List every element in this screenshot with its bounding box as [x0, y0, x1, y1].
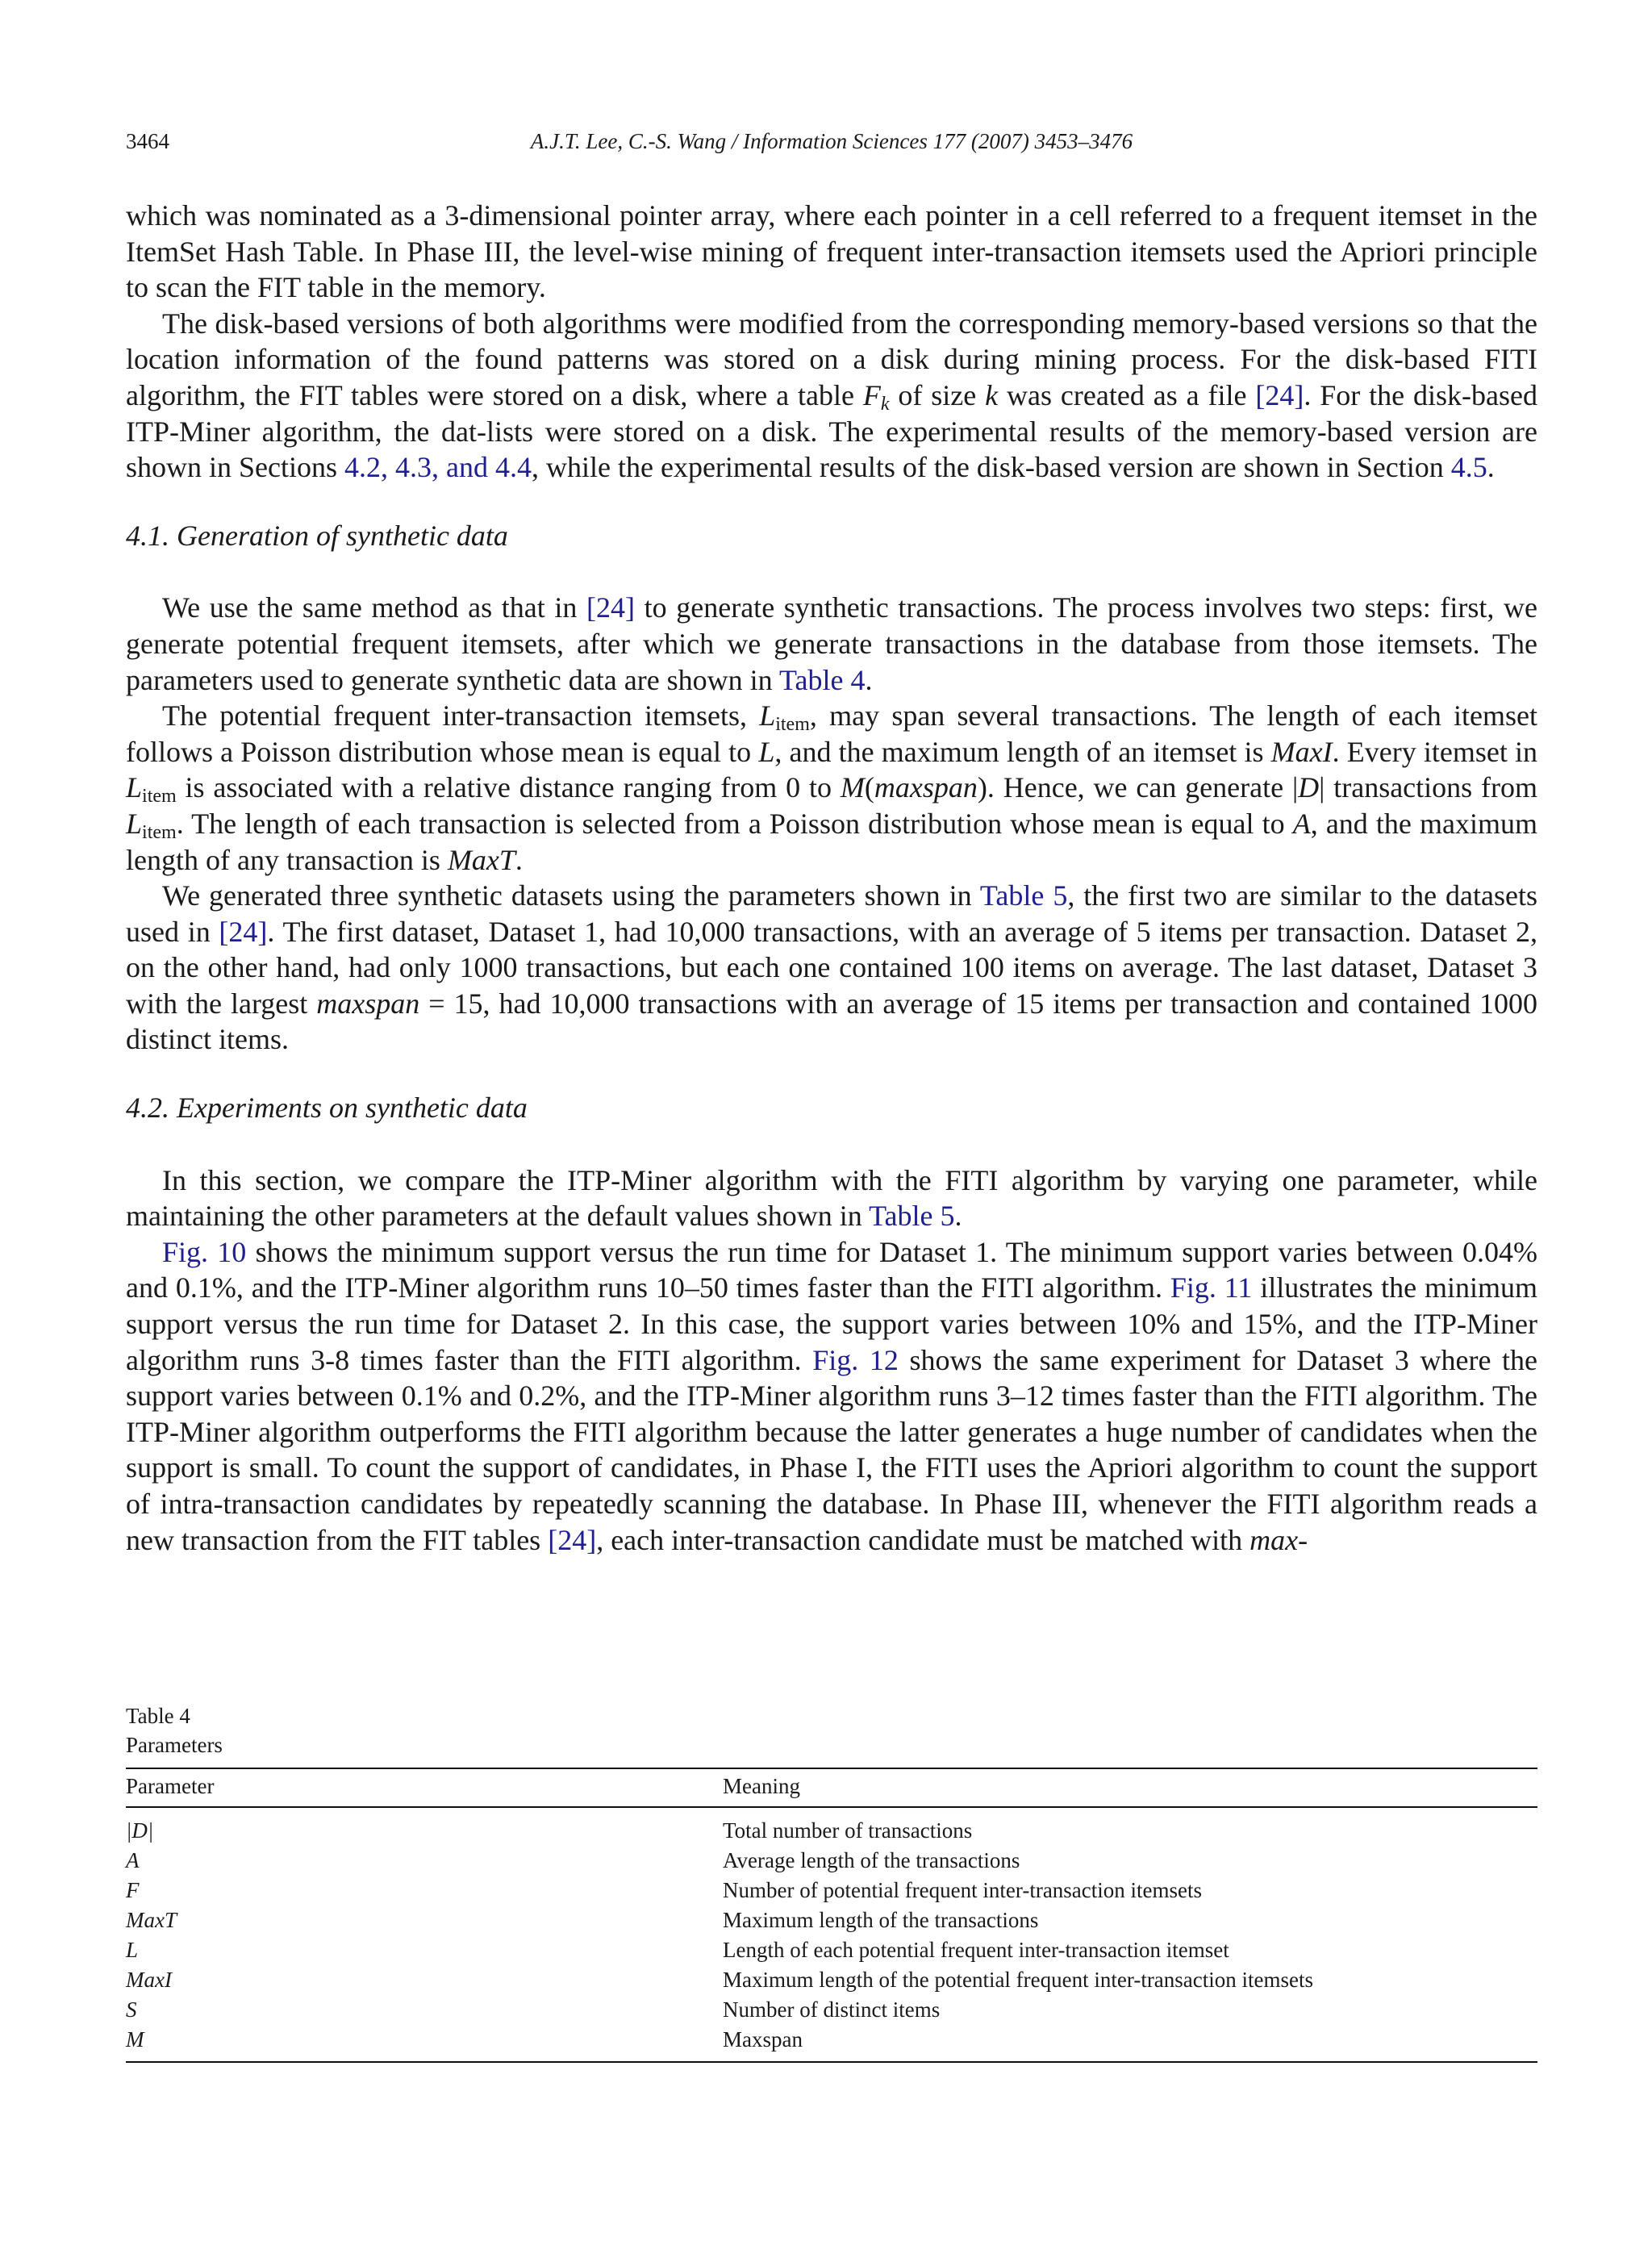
text-run: was created as a file: [998, 378, 1256, 411]
text-run: . The first dataset, Dataset 1, had 10,000 transactions, with an average of 5 items per transaction. Dataset 2, on the other hand, had only 1000 transactions, but each one contained 100 items on average. The last dataset, Dataset 3 with the largest: [126, 915, 1537, 1020]
paragraph-compare: [126, 1162, 1537, 1234]
paragraph-continuation: [126, 198, 1537, 306]
text-run: is associated with a relative distance ranging from 0 to: [176, 771, 841, 804]
table-4: [126, 1701, 1537, 2063]
text-run: . For the disk-based ITP-Miner algorithm, the dat-lists were stored on a disk. The experimental results of the memory-based version are shown in Sections: [126, 378, 1537, 484]
math-subscript: k: [880, 393, 890, 415]
text-run: | transactions from: [1319, 771, 1538, 804]
math-var: A: [1292, 807, 1311, 840]
math-var: max-: [1249, 1523, 1308, 1556]
body-text: [126, 198, 1537, 1558]
math-subscript: item: [142, 821, 177, 843]
text-run: In this section, we compare the ITP-Miner algorithm with the FITI algorithm by varying one parameter, while maintaining the other parameters at the default values shown in: [126, 1163, 1537, 1233]
journal-reference: A.J.T. Lee, C.-S. Wang / Information Sciences 177 (2007) 3453–3476: [530, 129, 1133, 153]
meaning-cell: Number of distinct items: [723, 1997, 941, 2022]
table-row: [126, 1935, 1537, 1965]
section-heading-4-2: 4.2. Experiments on synthetic data: [126, 1092, 528, 1125]
text-run: We use the same method as that in: [162, 591, 587, 624]
column-header-meaning: Meaning: [723, 1774, 800, 1798]
text-run: to generate synthetic transactions. The process involves two steps: first, we generate potential frequent itemsets, after which we generate transactions in the database from those itemsets. The parameters used to generate synthetic data are shown in: [126, 591, 1538, 696]
text-run: , and the maximum length of any transaction is: [126, 807, 1537, 876]
math-var: L: [758, 735, 775, 768]
param-cell: |D|: [126, 1818, 154, 1843]
param-cell: F: [126, 1878, 140, 1902]
table-label: Table 4: [126, 1704, 190, 1728]
meaning-cell: Length of each potential frequent inter-transaction itemset: [723, 1938, 1229, 1962]
text-run: illustrates the minimum support versus the run time for Dataset 2. In this case, the support varies between 10% and 15%, and the ITP-Miner algorithm runs 3-8 times faster than the FITI algorithm.: [126, 1271, 1538, 1376]
table-header-row: [126, 1768, 1537, 1807]
figure-link[interactable]: Fig. 12: [812, 1343, 899, 1376]
text-run: (: [864, 771, 874, 804]
paragraph-disk-based: [126, 306, 1537, 486]
table-row: [126, 1905, 1537, 1935]
math-var: L: [126, 807, 143, 840]
text-run: .: [865, 663, 873, 696]
citation-link[interactable]: [24]: [586, 591, 635, 624]
text-run: = 15, had 10,000 transactions with an average of 15 items per transaction and contained 1000 distinct items.: [126, 987, 1538, 1056]
table-link[interactable]: Table 5: [869, 1200, 955, 1233]
paragraph-datasets: [126, 878, 1537, 1058]
meaning-cell: Average length of the transactions: [723, 1848, 1020, 1872]
text-run: , and the maximum length of an itemset is: [774, 735, 1271, 768]
math-var: maxspan: [874, 771, 978, 804]
text-run: . The length of each transaction is selected from a Poisson distribution whose mean is equal to: [176, 807, 1293, 840]
text-run: . Every itemset in: [1332, 735, 1537, 768]
table-row: [126, 2025, 1537, 2062]
text-run: shows the minimum support versus the run time for Dataset 1. The minimum support varies between 0.04% and 0.1%, and the ITP-Miner algorithm runs 10–50 times faster than the FITI algorithm.: [126, 1235, 1537, 1304]
text-run: ). Hence, we can generate |: [977, 771, 1299, 804]
text-run: The disk-based versions of both algorithms were modified from the corresponding memory-based versions so that the location information of the found patterns was stored on a disk during mining process. For the disk-based FITI algorithm, the FIT tables were stored on a disk, where a table: [126, 307, 1537, 411]
text-run: , each inter-transaction candidate must be matched with: [596, 1523, 1250, 1556]
table-row: [126, 1846, 1537, 1876]
figure-link[interactable]: Fig. 11: [1170, 1271, 1253, 1304]
parameters-table: [126, 1768, 1537, 2063]
paragraph-results: [126, 1234, 1537, 1558]
math-var: MaxT: [447, 843, 515, 876]
text-run: shows the same experiment for Dataset 3 where the support varies between 0.1% and 0.2%, and the ITP-Miner algorithm runs 3–12 times faster than the FITI algorithm. The ITP-Miner algorithm outperforms the FITI algorithm because the latter generates a huge number of candidates when the support is small. To count the support of candidates, in Phase I, the FITI uses the Apriori algorithm to count the support of intra-transaction candidates by repeatedly scanning the database. In Phase III, whenever the FITI algorithm reads a new transaction from the FIT tables: [126, 1343, 1537, 1556]
meaning-cell: Maxspan: [723, 2027, 803, 2052]
meaning-cell: Number of potential frequent inter-transaction itemsets: [723, 1878, 1203, 1902]
text-run: .: [515, 843, 523, 876]
figure-link[interactable]: Fig. 10: [162, 1235, 247, 1268]
math-subscript: item: [775, 714, 810, 736]
table-row: [126, 1995, 1537, 2025]
table-link[interactable]: Table 4: [779, 663, 866, 696]
section-link[interactable]: 4.2, 4.3, and 4.4: [344, 451, 532, 484]
citation-link[interactable]: [24]: [548, 1523, 597, 1556]
section-heading-4-1: 4.1. Generation of synthetic data: [126, 519, 508, 552]
table-row: [126, 1876, 1537, 1905]
math-var: k: [985, 378, 999, 411]
table-row: [126, 1965, 1537, 1995]
paragraph-method: [126, 590, 1537, 698]
text-run: , may span several transactions. The length of each itemset follows a Poisson distribution whose mean is equal to: [126, 699, 1537, 768]
text-run: .: [954, 1200, 962, 1233]
paragraph-text: which was nominated as a 3-dimensional pointer array, where each pointer in a cell referred to a frequent itemset in the ItemSet Hash Table. In Phase III, the level-wise mining of frequent inter-transaction itemsets used the Apriori principle to scan the FIT table in the memory.: [126, 199, 1537, 304]
table-title: Parameters: [126, 1733, 223, 1757]
table-link[interactable]: Table 5: [979, 879, 1068, 912]
meaning-cell: Maximum length of the potential frequent inter-transaction itemsets: [723, 1968, 1314, 1992]
text-run: .: [1487, 451, 1495, 484]
math-var: D: [1298, 771, 1320, 804]
meaning-cell: Maximum length of the transactions: [723, 1908, 1039, 1932]
table-row: [126, 1807, 1537, 1846]
math-var: L: [759, 699, 776, 733]
text-run: We generated three synthetic datasets using the parameters shown in: [162, 879, 980, 912]
param-cell: MaxT: [126, 1908, 177, 1932]
param-cell: A: [126, 1848, 140, 1872]
param-cell: M: [126, 2027, 144, 2052]
text-run: The potential frequent inter-transaction itemsets,: [162, 699, 760, 733]
paragraph-itemsets: [126, 698, 1537, 878]
page-number: 3464: [126, 129, 169, 153]
running-header: [126, 129, 1537, 161]
meaning-cell: Total number of transactions: [723, 1818, 973, 1843]
param-cell: L: [126, 1938, 139, 1962]
math-var: L: [126, 771, 143, 804]
math-var: F: [862, 378, 881, 411]
citation-link[interactable]: [24]: [1255, 378, 1304, 411]
section-link[interactable]: 4.5: [1450, 451, 1487, 484]
math-var: M: [840, 771, 865, 804]
math-var: MaxI: [1270, 735, 1333, 768]
column-header-parameter: Parameter: [126, 1774, 215, 1798]
text-run: of size: [889, 378, 986, 411]
math-var: maxspan: [316, 987, 420, 1020]
param-cell: MaxI: [126, 1968, 172, 1992]
text-run: , the first two are similar to the datasets used in: [126, 879, 1537, 948]
param-cell: S: [126, 1997, 137, 2022]
math-subscript: item: [142, 786, 177, 808]
citation-link[interactable]: [24]: [219, 915, 268, 948]
text-run: , while the experimental results of the disk-based version are shown in Section: [532, 451, 1451, 484]
